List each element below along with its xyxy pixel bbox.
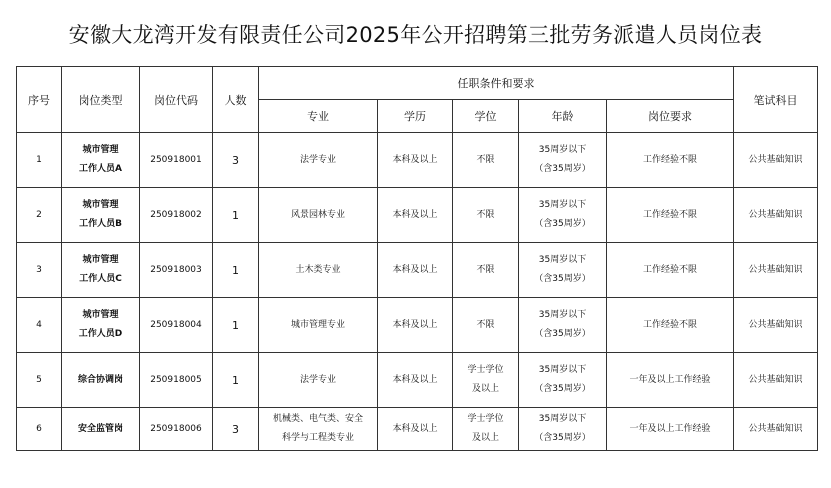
cell-text: 法学专业	[299, 154, 336, 165]
cell-exam	[734, 188, 818, 243]
cell-requirement	[607, 298, 734, 353]
header-degree: 学位	[453, 100, 519, 133]
cell-seq	[17, 133, 62, 188]
cell-degree	[453, 133, 519, 188]
cell-text: 1	[232, 373, 239, 387]
cell-text: （含35周岁）	[534, 164, 591, 174]
cell-seq	[17, 188, 62, 243]
cell-text: 3	[232, 422, 239, 436]
cell-text: 250918002	[150, 209, 202, 220]
cell-text: （含35周岁）	[534, 219, 591, 229]
cell-text: 公共基础知识	[748, 154, 803, 165]
cell-count	[213, 133, 259, 188]
cell-text: 不限	[476, 154, 495, 165]
cell-text: 公共基础知识	[748, 209, 803, 220]
cell-age	[519, 408, 607, 451]
table-row	[17, 408, 818, 451]
cell-exam	[734, 243, 818, 298]
cell-type	[62, 353, 140, 408]
cell-text: 35周岁以下	[538, 310, 587, 320]
header-education: 学历	[378, 100, 453, 133]
cell-seq	[17, 353, 62, 408]
cell-text: 工作人员C	[79, 274, 122, 284]
cell-text: 一年及以上工作经验	[629, 423, 711, 434]
cell-age	[519, 133, 607, 188]
cell-text: （含35周岁）	[534, 274, 591, 284]
cell-text: 及以上	[471, 433, 499, 443]
cell-education	[378, 133, 453, 188]
cell-text: 法学专业	[299, 374, 336, 385]
cell-code	[140, 353, 213, 408]
cell-type	[62, 188, 140, 243]
cell-text: 工作人员B	[79, 219, 122, 229]
cell-text: 35周岁以下	[538, 365, 587, 375]
cell-exam	[734, 133, 818, 188]
cell-text: 工作人员D	[78, 329, 123, 339]
cell-text: 1	[232, 208, 239, 222]
cell-text: 城市管理	[82, 310, 119, 320]
cell-requirement	[607, 408, 734, 451]
cell-text: 35周岁以下	[538, 414, 587, 424]
cell-text: 250918004	[150, 319, 202, 330]
cell-major	[259, 133, 378, 188]
cell-code	[140, 133, 213, 188]
cell-degree	[453, 408, 519, 451]
cell-age	[519, 188, 607, 243]
cell-text: 工作人员A	[79, 164, 122, 174]
cell-text: 学士学位	[467, 365, 504, 375]
cell-major	[259, 188, 378, 243]
cell-text: 本科及以上	[392, 264, 438, 275]
cell-seq	[17, 298, 62, 353]
cell-text: 工作经验不限	[643, 319, 698, 330]
cell-count	[213, 243, 259, 298]
table-row	[17, 133, 818, 188]
cell-text: 5	[36, 374, 42, 385]
header-code: 岗位代码	[140, 67, 213, 133]
cell-text: 工作经验不限	[643, 209, 698, 220]
cell-text: 城市管理	[82, 200, 119, 210]
cell-text: 公共基础知识	[748, 319, 803, 330]
cell-code	[140, 408, 213, 451]
header-conditions: 任职条件和要求	[259, 67, 734, 100]
cell-requirement	[607, 188, 734, 243]
cell-text: 本科及以上	[392, 374, 438, 385]
cell-age	[519, 298, 607, 353]
cell-count	[213, 188, 259, 243]
cell-age	[519, 243, 607, 298]
cell-text: 公共基础知识	[748, 374, 803, 385]
cell-text: 2	[36, 209, 42, 220]
header-count: 人数	[213, 67, 259, 133]
cell-text: 城市管理	[82, 145, 119, 155]
cell-text: 城市管理	[82, 255, 119, 265]
header-seq: 序号	[17, 67, 62, 133]
cell-text: 250918006	[150, 423, 202, 434]
cell-text: 35周岁以下	[538, 200, 587, 210]
cell-requirement	[607, 353, 734, 408]
cell-text: 土木类专业	[295, 264, 341, 275]
cell-age	[519, 353, 607, 408]
table-row	[17, 353, 818, 408]
header-major: 专业	[259, 100, 378, 133]
cell-education	[378, 298, 453, 353]
page-title: 安徽大龙湾开发有限责任公司2025年公开招聘第三批劳务派遣人员岗位表	[68, 23, 763, 47]
cell-type	[62, 133, 140, 188]
cell-degree	[453, 243, 519, 298]
cell-education	[378, 188, 453, 243]
cell-count	[213, 298, 259, 353]
cell-type	[62, 408, 140, 451]
cell-text: 1	[232, 263, 239, 277]
cell-code	[140, 243, 213, 298]
cell-text: 风景园林专业	[290, 209, 345, 220]
cell-text: 不限	[476, 264, 495, 275]
cell-type	[62, 298, 140, 353]
cell-code	[140, 298, 213, 353]
cell-requirement	[607, 243, 734, 298]
cell-text: 1	[36, 154, 42, 165]
cell-text: 6	[36, 423, 42, 434]
cell-text: 不限	[476, 209, 495, 220]
cell-text: 科学与工程类专业	[281, 433, 354, 443]
cell-exam	[734, 408, 818, 451]
cell-type	[62, 243, 140, 298]
cell-seq	[17, 243, 62, 298]
cell-degree	[453, 353, 519, 408]
header-requirement: 岗位要求	[607, 100, 734, 133]
cell-text: 本科及以上	[392, 319, 438, 330]
cell-education	[378, 243, 453, 298]
cell-major	[259, 298, 378, 353]
cell-requirement	[607, 133, 734, 188]
cell-text: 本科及以上	[392, 154, 438, 165]
cell-text: 35周岁以下	[538, 145, 587, 155]
cell-text: 250918001	[150, 154, 202, 165]
cell-text: 不限	[476, 319, 495, 330]
table-row	[17, 188, 818, 243]
header-exam: 笔试科目	[734, 67, 818, 133]
cell-education	[378, 408, 453, 451]
cell-text: 3	[232, 153, 239, 167]
cell-text: 公共基础知识	[748, 423, 803, 434]
header-age: 年龄	[519, 100, 607, 133]
cell-count	[213, 408, 259, 451]
cell-text: 一年及以上工作经验	[629, 374, 711, 385]
cell-text: 4	[36, 319, 42, 330]
cell-text: 工作经验不限	[643, 264, 698, 275]
header-type: 岗位类型	[62, 67, 140, 133]
cell-text: 安全监管岗	[77, 423, 123, 434]
cell-text: 250918003	[150, 264, 202, 275]
cell-exam	[734, 298, 818, 353]
table-row	[17, 298, 818, 353]
cell-seq	[17, 408, 62, 451]
cell-degree	[453, 298, 519, 353]
cell-exam	[734, 353, 818, 408]
cell-text: （含35周岁）	[534, 384, 591, 394]
cell-text: 公共基础知识	[748, 264, 803, 275]
cell-text: 学士学位	[467, 414, 504, 424]
cell-text: （含35周岁）	[534, 433, 591, 443]
cell-text: 工作经验不限	[643, 154, 698, 165]
cell-text: 1	[232, 318, 239, 332]
cell-text: 本科及以上	[392, 209, 438, 220]
table-row	[17, 243, 818, 298]
cell-text: 3	[36, 264, 42, 275]
cell-major	[259, 353, 378, 408]
cell-count	[213, 353, 259, 408]
cell-education	[378, 353, 453, 408]
cell-text: （含35周岁）	[534, 329, 591, 339]
position-table	[16, 66, 818, 451]
header-row-1	[17, 67, 818, 100]
cell-major	[259, 408, 378, 451]
cell-text: 机械类、电气类、安全	[272, 414, 363, 424]
cell-text: 城市管理专业	[290, 319, 345, 330]
cell-text: 及以上	[471, 384, 499, 394]
cell-degree	[453, 188, 519, 243]
cell-major	[259, 243, 378, 298]
cell-code	[140, 188, 213, 243]
cell-text: 综合协调岗	[77, 374, 123, 385]
cell-text: 本科及以上	[392, 423, 438, 434]
cell-text: 35周岁以下	[538, 255, 587, 265]
cell-text: 250918005	[150, 374, 202, 385]
